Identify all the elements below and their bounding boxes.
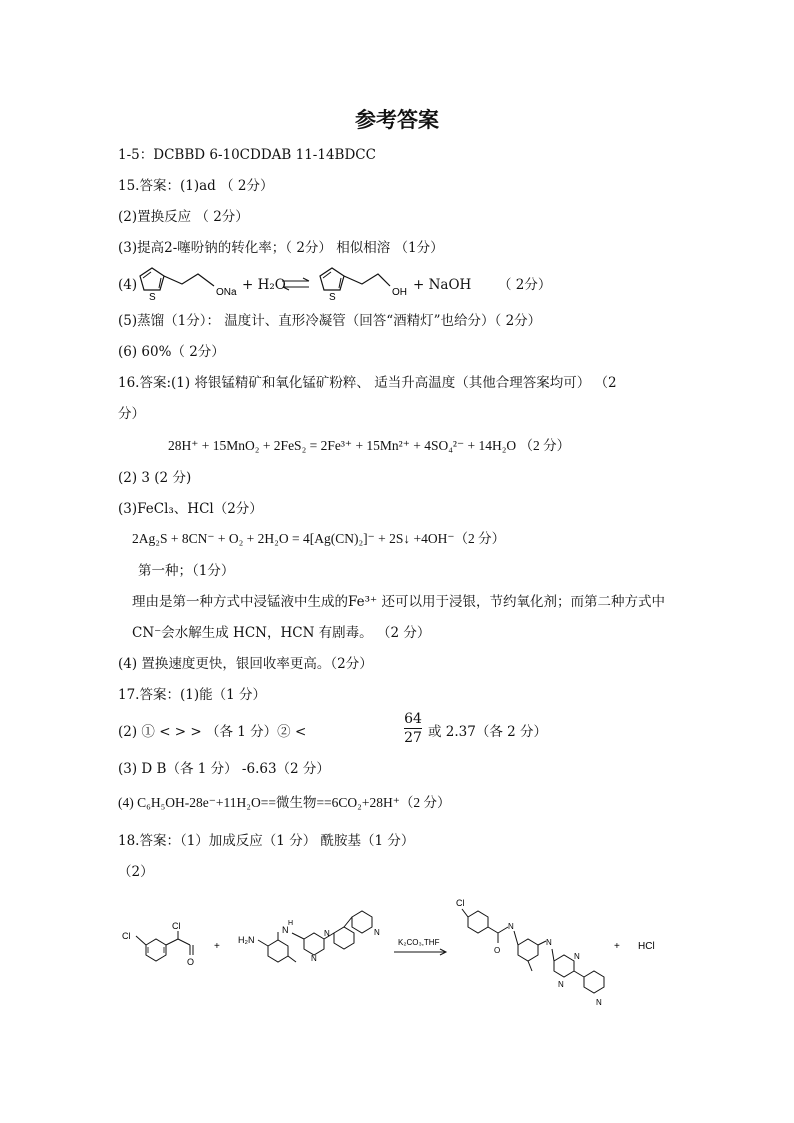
oh-label: OH bbox=[392, 287, 407, 298]
q16-equation2: 2Ag₂S + 8CN⁻ + O₂ + 2H₂O = 4[Ag(CN)₂]⁻ + 2S↓ +4OH⁻（2 分） bbox=[132, 531, 506, 546]
reaction-scheme bbox=[118, 895, 688, 1015]
reactant-amine bbox=[238, 911, 380, 963]
pyrimidine-n-2: N bbox=[324, 929, 330, 938]
q15-part3: (3)提高2-噻吩钠的转化率；（ 2分） 相似相溶 （1分） bbox=[118, 240, 444, 256]
fraction-numerator: 64 bbox=[404, 711, 422, 727]
h-label-1: H bbox=[288, 920, 294, 927]
pyridine-n: N bbox=[374, 928, 380, 937]
nh-label-2: N bbox=[508, 922, 514, 931]
plus-sign-1: + bbox=[214, 941, 220, 952]
thiophene-oh-structure bbox=[314, 262, 414, 304]
product-structure bbox=[456, 898, 604, 1007]
q17-part1: 17.答案：(1)能（1 分） bbox=[118, 687, 266, 703]
q17-part3: (3) D B（各 1 分） -6.63（2 分） bbox=[118, 761, 330, 777]
pyrimidine-n-1: N bbox=[311, 954, 317, 963]
thiophene-s-label: S bbox=[149, 292, 156, 303]
q15-part1: 15.答案：(1)ad （ 2分） bbox=[118, 178, 274, 194]
q17-part4: (4) C₆H₅OH-28e⁻+11H₂O==微生物==6CO₂+28H⁺（2 分） bbox=[118, 795, 451, 810]
q16-part4: (4) 置换速度更快，银回收率更高。（2分） bbox=[118, 656, 373, 672]
product-n-1: N bbox=[574, 952, 580, 961]
nh-label-3: N bbox=[546, 938, 552, 947]
nh-label-1: N bbox=[282, 925, 289, 935]
o-label-2: O bbox=[494, 946, 501, 955]
product-n-2: N bbox=[558, 980, 564, 989]
thiophene-ona-structure bbox=[134, 262, 244, 304]
q16-part1-cont: 分） bbox=[118, 406, 145, 422]
q17-part2-right: 或 2.37（各 2 分） bbox=[428, 724, 548, 740]
q15-part6: (6) 60%（ 2分） bbox=[118, 344, 225, 360]
reagent-label: K₂CO₃,THF bbox=[398, 938, 440, 947]
q16-reason-line2: CN⁻会水解生成 HCN，HCN 有剧毒。 （2 分） bbox=[132, 625, 431, 641]
q16-part3: (3)FeCl₃、HCl（2分） bbox=[118, 501, 263, 517]
ona-label: ONa bbox=[216, 287, 237, 298]
o-label: O bbox=[187, 957, 195, 967]
fraction-denominator: 27 bbox=[404, 730, 422, 746]
plus-sign-2: + bbox=[614, 941, 620, 952]
equilibrium-arrow bbox=[281, 277, 311, 291]
q16-reason-line1: 理由是第一种方式中浸锰液中生成的Fe³⁺ 还可以用于浸银，节约氧化剂；而第二种方式中 bbox=[132, 594, 665, 610]
q15-part4-label: (4) bbox=[118, 277, 138, 293]
mc-answers: 1-5：DCBBD 6-10CDDAB 11-14BDCC bbox=[118, 147, 376, 163]
q16-part1: 16.答案:(1) 将银锰精矿和氧化锰矿粉粹、 适当升高温度（其他合理答案均可） （2 bbox=[118, 375, 617, 391]
thiophene-s-label-2: S bbox=[329, 292, 336, 303]
q18-part1: 18.答案：（1）加成反应（1 分） 酰胺基（1 分） bbox=[118, 833, 415, 849]
h2n-label: H₂N bbox=[238, 935, 255, 945]
fraction-bar bbox=[404, 728, 422, 729]
cl-label-1: Cl bbox=[122, 931, 131, 941]
q16-first-method: 第一种；（1分） bbox=[138, 563, 235, 579]
q18-part2-label: （2） bbox=[118, 864, 154, 880]
q16-part2: (2) 3 (2 分) bbox=[118, 470, 192, 486]
q17-fraction bbox=[404, 711, 422, 746]
q17-part2-left: (2) ① < > > （各 1 分）② < bbox=[118, 724, 307, 740]
q15-part2: (2)置换反应 （ 2分） bbox=[118, 209, 249, 225]
hcl-label: HCl bbox=[638, 941, 655, 952]
q15-part4-score: （ 2分） bbox=[498, 277, 552, 293]
q16-equation1: 28H⁺ + 15MnO₂ + 2FeS₂ = 2Fe³⁺ + 15Mn²⁺ + 4SO₄²⁻ + 14H₂O （2 分） bbox=[168, 438, 571, 453]
reactant-benzoyl-chloride bbox=[122, 921, 194, 967]
product-n-3: N bbox=[596, 998, 602, 1007]
cl-label-2: Cl bbox=[172, 921, 181, 931]
cl-label-3: Cl bbox=[456, 898, 465, 908]
q15-part5: (5)蒸馏（1分）： 温度计、直形冷凝管（回答“酒精灯”也给分）（ 2分） bbox=[118, 313, 542, 329]
q15-plus-naoh: + NaOH bbox=[413, 277, 472, 293]
page-title: 参考答案 bbox=[355, 108, 439, 132]
q15-plus-h2o: + H₂O bbox=[242, 277, 286, 293]
